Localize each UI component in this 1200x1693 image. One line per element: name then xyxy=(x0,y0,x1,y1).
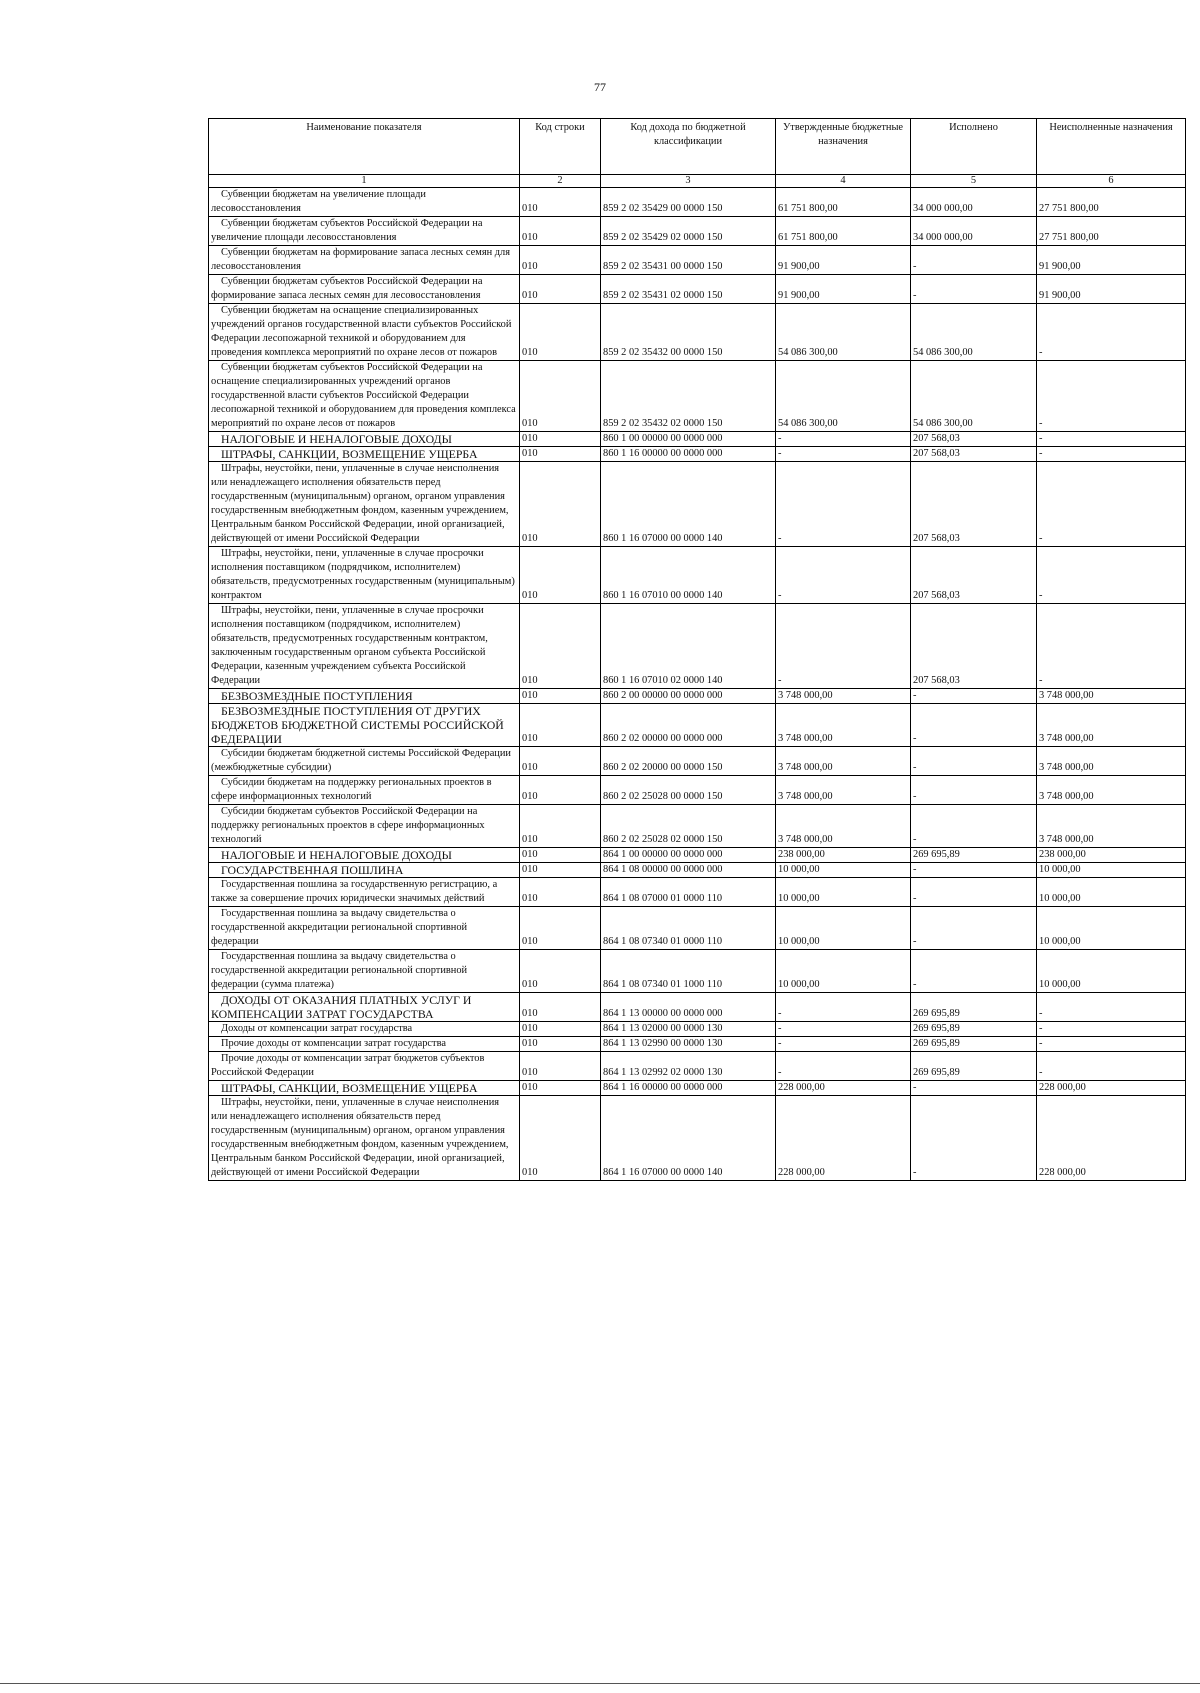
table-row xyxy=(209,848,1186,863)
row-name xyxy=(209,848,520,863)
row-executed: 54 086 300,00 xyxy=(911,361,1037,432)
row-name xyxy=(209,950,520,993)
row-name-text: ДОХОДЫ ОТ ОКАЗАНИЯ ПЛАТНЫХ УСЛУГ И КОМПЕНСАЦИИ ЗАТРАТ ГОСУДАРСТВА xyxy=(211,993,472,1021)
row-executed: - xyxy=(911,689,1037,704)
row-name xyxy=(209,1096,520,1181)
row-unexecuted: - xyxy=(1037,1022,1186,1037)
row-unexecuted: 91 900,00 xyxy=(1037,246,1186,275)
row-name-text: Штрафы, неустойки, пени, уплаченные в случае просрочки исполнения поставщиком (подрядчиком, исполнителем) обязательств, предусмотренных государственным (муниципальным) контрактом xyxy=(211,548,515,601)
table-row xyxy=(209,432,1186,447)
row-unexecuted: - xyxy=(1037,432,1186,447)
row-executed: 269 695,89 xyxy=(911,1037,1037,1052)
row-executed: 34 000 000,00 xyxy=(911,188,1037,217)
row-approved: 3 748 000,00 xyxy=(776,805,911,848)
row-name xyxy=(209,604,520,689)
row-name-text: НАЛОГОВЫЕ И НЕНАЛОГОВЫЕ ДОХОДЫ xyxy=(221,432,452,446)
row-name xyxy=(209,361,520,432)
row-approved: 61 751 800,00 xyxy=(776,217,911,246)
row-unexecuted: 238 000,00 xyxy=(1037,848,1186,863)
row-unexecuted: 228 000,00 xyxy=(1037,1096,1186,1181)
row-name-text: НАЛОГОВЫЕ И НЕНАЛОГОВЫЕ ДОХОДЫ xyxy=(221,848,452,862)
row-executed: - xyxy=(911,776,1037,805)
row-approved: - xyxy=(776,1022,911,1037)
row-approved: 10 000,00 xyxy=(776,878,911,907)
row-line-code: 010 xyxy=(520,950,601,993)
row-income-code: 864 1 16 00000 00 0000 000 xyxy=(601,1081,776,1096)
row-unexecuted: - xyxy=(1037,604,1186,689)
row-approved: - xyxy=(776,432,911,447)
row-executed: 269 695,89 xyxy=(911,993,1037,1022)
row-name-text: Государственная пошлина за выдачу свидетельства о государственной аккредитации региональной спортивной федерации xyxy=(211,908,468,947)
row-executed: - xyxy=(911,863,1037,878)
row-unexecuted: - xyxy=(1037,462,1186,547)
row-income-code: 860 2 00 00000 00 0000 000 xyxy=(601,689,776,704)
row-unexecuted: 10 000,00 xyxy=(1037,878,1186,907)
table-row xyxy=(209,907,1186,950)
row-approved: 3 748 000,00 xyxy=(776,747,911,776)
row-unexecuted: 10 000,00 xyxy=(1037,907,1186,950)
row-line-code: 010 xyxy=(520,907,601,950)
table-row xyxy=(209,950,1186,993)
header-unexecuted: Неисполненные назначения xyxy=(1037,119,1186,175)
row-income-code: 859 2 02 35429 02 0000 150 xyxy=(601,217,776,246)
row-approved: 238 000,00 xyxy=(776,848,911,863)
row-income-code: 860 2 02 25028 02 0000 150 xyxy=(601,805,776,848)
row-line-code: 010 xyxy=(520,1022,601,1037)
row-approved: 10 000,00 xyxy=(776,907,911,950)
row-name xyxy=(209,878,520,907)
row-line-code: 010 xyxy=(520,361,601,432)
table-row xyxy=(209,304,1186,361)
row-line-code: 010 xyxy=(520,188,601,217)
row-name xyxy=(209,1052,520,1081)
header-name: Наименование показателя xyxy=(209,119,520,175)
row-approved: 10 000,00 xyxy=(776,863,911,878)
row-name xyxy=(209,304,520,361)
row-income-code: 859 2 02 35432 00 0000 150 xyxy=(601,304,776,361)
row-name-text: Прочие доходы от компенсации затрат бюджетов субъектов Российской Федерации xyxy=(211,1053,485,1078)
column-number: 2 xyxy=(520,175,601,188)
column-number: 1 xyxy=(209,175,520,188)
row-unexecuted: 3 748 000,00 xyxy=(1037,689,1186,704)
row-income-code: 864 1 13 02992 02 0000 130 xyxy=(601,1052,776,1081)
page-number: 77 xyxy=(594,80,606,94)
row-name-text: Доходы от компенсации затрат государства xyxy=(221,1023,413,1034)
row-line-code: 010 xyxy=(520,1096,601,1181)
row-executed: 207 568,03 xyxy=(911,547,1037,604)
row-income-code: 864 1 16 07000 00 0000 140 xyxy=(601,1096,776,1181)
row-line-code: 010 xyxy=(520,304,601,361)
row-income-code: 864 1 00 00000 00 0000 000 xyxy=(601,848,776,863)
row-line-code: 010 xyxy=(520,863,601,878)
row-approved: - xyxy=(776,462,911,547)
row-unexecuted: 3 748 000,00 xyxy=(1037,805,1186,848)
table-row xyxy=(209,246,1186,275)
table-row xyxy=(209,704,1186,747)
row-approved: 61 751 800,00 xyxy=(776,188,911,217)
row-name xyxy=(209,689,520,704)
table-row xyxy=(209,1037,1186,1052)
row-approved: 3 748 000,00 xyxy=(776,704,911,747)
row-name-text: ГОСУДАРСТВЕННАЯ ПОШЛИНА xyxy=(221,863,404,877)
row-name xyxy=(209,1081,520,1096)
row-unexecuted: - xyxy=(1037,993,1186,1022)
row-income-code: 864 1 08 07340 01 0000 110 xyxy=(601,907,776,950)
row-line-code: 010 xyxy=(520,805,601,848)
column-number: 6 xyxy=(1037,175,1186,188)
row-executed: - xyxy=(911,950,1037,993)
row-name-text: Субвенции бюджетам субъектов Российской Федерации на формирование запаса лесных семян для лесовосстановления xyxy=(211,276,483,301)
table-row xyxy=(209,689,1186,704)
row-approved: - xyxy=(776,447,911,462)
table-row xyxy=(209,1052,1186,1081)
row-executed: 207 568,03 xyxy=(911,462,1037,547)
row-executed: - xyxy=(911,275,1037,304)
table-row xyxy=(209,878,1186,907)
row-unexecuted: - xyxy=(1037,361,1186,432)
row-executed: - xyxy=(911,1096,1037,1181)
row-executed: 207 568,03 xyxy=(911,604,1037,689)
row-name-text: Государственная пошлина за государственную регистрацию, а также за совершение прочих юридически значимых действий xyxy=(211,879,498,904)
row-name-text: Штрафы, неустойки, пени, уплаченные в случае неисполнения или ненадлежащего исполнения обязательств перед государственным (муниципальным) органом, органом управления государственным внебюджетным фондом, казенным учреждением, Центральным банком Российской Федерации, иной организацией, действующей от имени Российской Федерации xyxy=(211,1097,509,1178)
row-name xyxy=(209,447,520,462)
row-name xyxy=(209,275,520,304)
row-unexecuted: - xyxy=(1037,1052,1186,1081)
row-approved: 54 086 300,00 xyxy=(776,304,911,361)
row-approved: - xyxy=(776,1052,911,1081)
table-row xyxy=(209,188,1186,217)
row-income-code: 859 2 02 35431 02 0000 150 xyxy=(601,275,776,304)
row-name xyxy=(209,907,520,950)
row-name-text: Субвенции бюджетам субъектов Российской Федерации на увеличение площади лесовосстановления xyxy=(211,218,483,243)
row-name xyxy=(209,805,520,848)
row-approved: - xyxy=(776,547,911,604)
row-approved: 54 086 300,00 xyxy=(776,361,911,432)
row-line-code: 010 xyxy=(520,1052,601,1081)
row-approved: 3 748 000,00 xyxy=(776,689,911,704)
row-name xyxy=(209,993,520,1022)
row-name-text: Субсидии бюджетам на поддержку региональных проектов в сфере информационных технологий xyxy=(211,777,492,802)
row-name-text: Субсидии бюджетам бюджетной системы Российской Федерации (межбюджетные субсидии) xyxy=(211,748,511,773)
row-name-text: Штрафы, неустойки, пени, уплаченные в случае неисполнения или ненадлежащего исполнения обязательств перед государственным (муниципальным) органом, органом управления государственным внебюджетным фондом, казенным учреждением, Центральным банком Российской Федерации, иной организацией, действующей от имени Российской Федерации xyxy=(211,463,509,544)
row-name xyxy=(209,1022,520,1037)
row-line-code: 010 xyxy=(520,1037,601,1052)
row-unexecuted: 10 000,00 xyxy=(1037,950,1186,993)
row-executed: - xyxy=(911,704,1037,747)
row-name xyxy=(209,462,520,547)
row-unexecuted: - xyxy=(1037,304,1186,361)
row-income-code: 864 1 13 02000 00 0000 130 xyxy=(601,1022,776,1037)
row-line-code: 010 xyxy=(520,747,601,776)
table-row xyxy=(209,776,1186,805)
row-name xyxy=(209,747,520,776)
row-name xyxy=(209,432,520,447)
row-line-code: 010 xyxy=(520,275,601,304)
row-name xyxy=(209,547,520,604)
row-line-code: 010 xyxy=(520,604,601,689)
row-approved: 3 748 000,00 xyxy=(776,776,911,805)
row-approved: 228 000,00 xyxy=(776,1081,911,1096)
row-executed: 34 000 000,00 xyxy=(911,217,1037,246)
row-approved: 10 000,00 xyxy=(776,950,911,993)
row-executed: - xyxy=(911,1081,1037,1096)
table-row xyxy=(209,447,1186,462)
row-approved: - xyxy=(776,1037,911,1052)
row-name-text: ШТРАФЫ, САНКЦИИ, ВОЗМЕЩЕНИЕ УЩЕРБА xyxy=(221,447,478,461)
row-executed: 269 695,89 xyxy=(911,848,1037,863)
row-name xyxy=(209,246,520,275)
column-number: 3 xyxy=(601,175,776,188)
row-unexecuted: 3 748 000,00 xyxy=(1037,704,1186,747)
row-income-code: 860 2 02 25028 00 0000 150 xyxy=(601,776,776,805)
table-row xyxy=(209,462,1186,547)
row-name-text: Штрафы, неустойки, пени, уплаченные в случае просрочки исполнения поставщиком (подрядчиком, исполнителем) обязательств, предусмотренных государственным контрактом, заключенным государственным органом субъекта Российской Федерации, казенным учреждением субъекта Российской Федерации xyxy=(211,605,488,686)
row-income-code: 860 1 16 07010 02 0000 140 xyxy=(601,604,776,689)
row-unexecuted: 91 900,00 xyxy=(1037,275,1186,304)
row-name xyxy=(209,704,520,747)
row-name xyxy=(209,776,520,805)
table-row xyxy=(209,863,1186,878)
row-income-code: 860 1 16 00000 00 0000 000 xyxy=(601,447,776,462)
row-line-code: 010 xyxy=(520,547,601,604)
row-line-code: 010 xyxy=(520,993,601,1022)
row-name-text: БЕЗВОЗМЕЗДНЫЕ ПОСТУПЛЕНИЯ ОТ ДРУГИХ БЮДЖЕТОВ БЮДЖЕТНОЙ СИСТЕМЫ РОССИЙСКОЙ ФЕДЕРАЦИИ xyxy=(211,704,504,746)
table-row xyxy=(209,547,1186,604)
row-name xyxy=(209,188,520,217)
row-income-code: 859 2 02 35429 00 0000 150 xyxy=(601,188,776,217)
row-income-code: 860 2 02 00000 00 0000 000 xyxy=(601,704,776,747)
row-executed: - xyxy=(911,907,1037,950)
row-line-code: 010 xyxy=(520,447,601,462)
row-executed: 54 086 300,00 xyxy=(911,304,1037,361)
row-name-text: Прочие доходы от компенсации затрат государства xyxy=(221,1038,446,1049)
row-income-code: 860 2 02 20000 00 0000 150 xyxy=(601,747,776,776)
row-income-code: 860 1 00 00000 00 0000 000 xyxy=(601,432,776,447)
row-income-code: 864 1 08 07340 01 1000 110 xyxy=(601,950,776,993)
row-name-text: БЕЗВОЗМЕЗДНЫЕ ПОСТУПЛЕНИЯ xyxy=(221,689,413,703)
row-approved: - xyxy=(776,604,911,689)
row-executed: 207 568,03 xyxy=(911,432,1037,447)
row-executed: 207 568,03 xyxy=(911,447,1037,462)
row-unexecuted: 10 000,00 xyxy=(1037,863,1186,878)
row-name-text: Субвенции бюджетам субъектов Российской Федерации на оснащение специализированных учреждений органов государственной власти субъектов Российской Федерации лесопожарной техникой и оборудованием для проведения комплекса мероприятий по охране лесов от пожаров xyxy=(211,362,516,429)
table-row xyxy=(209,747,1186,776)
row-line-code: 010 xyxy=(520,848,601,863)
header-approved: Утвержденные бюджетные назначения xyxy=(776,119,911,175)
row-approved: - xyxy=(776,993,911,1022)
table-row xyxy=(209,805,1186,848)
budget-execution-table xyxy=(208,118,1186,1181)
row-approved: 91 900,00 xyxy=(776,275,911,304)
row-income-code: 860 1 16 07010 00 0000 140 xyxy=(601,547,776,604)
row-line-code: 010 xyxy=(520,689,601,704)
row-income-code: 860 1 16 07000 00 0000 140 xyxy=(601,462,776,547)
row-income-code: 864 1 13 02990 00 0000 130 xyxy=(601,1037,776,1052)
row-approved: 228 000,00 xyxy=(776,1096,911,1181)
row-line-code: 010 xyxy=(520,462,601,547)
table-body xyxy=(209,188,1186,1181)
row-income-code: 864 1 08 00000 00 0000 000 xyxy=(601,863,776,878)
row-name xyxy=(209,1037,520,1052)
row-unexecuted: - xyxy=(1037,447,1186,462)
row-line-code: 010 xyxy=(520,246,601,275)
row-executed: - xyxy=(911,246,1037,275)
row-executed: - xyxy=(911,747,1037,776)
row-line-code: 010 xyxy=(520,704,601,747)
row-name-text: Субсидии бюджетам субъектов Российской Федерации на поддержку региональных проектов в сфере информационных технологий xyxy=(211,806,485,845)
row-income-code: 864 1 13 00000 00 0000 000 xyxy=(601,993,776,1022)
row-name-text: ШТРАФЫ, САНКЦИИ, ВОЗМЕЩЕНИЕ УЩЕРБА xyxy=(221,1081,478,1095)
row-executed: 269 695,89 xyxy=(911,1052,1037,1081)
row-name xyxy=(209,217,520,246)
row-name xyxy=(209,863,520,878)
row-name-text: Субвенции бюджетам на увеличение площади лесовосстановления xyxy=(211,189,426,214)
row-unexecuted: 228 000,00 xyxy=(1037,1081,1186,1096)
row-unexecuted: - xyxy=(1037,1037,1186,1052)
header-executed: Исполнено xyxy=(911,119,1037,175)
table-row xyxy=(209,361,1186,432)
row-name-text: Государственная пошлина за выдачу свидетельства о государственной аккредитации региональной спортивной федерации (сумма платежа) xyxy=(211,951,468,990)
table-row xyxy=(209,604,1186,689)
header-line-code: Код строки xyxy=(520,119,601,175)
row-line-code: 010 xyxy=(520,878,601,907)
row-unexecuted: 3 748 000,00 xyxy=(1037,747,1186,776)
table-row xyxy=(209,993,1186,1022)
table-row xyxy=(209,1096,1186,1181)
row-name-text: Субвенции бюджетам на оснащение специализированных учреждений органов государственной власти субъектов Российской Федерации лесопожарной техникой и оборудованием для проведения комплекса мероприятий по охране лесов от пожаров xyxy=(211,305,512,358)
row-line-code: 010 xyxy=(520,1081,601,1096)
table-row xyxy=(209,217,1186,246)
column-number: 5 xyxy=(911,175,1037,188)
row-approved: 91 900,00 xyxy=(776,246,911,275)
column-number: 4 xyxy=(776,175,911,188)
row-unexecuted: - xyxy=(1037,547,1186,604)
row-income-code: 864 1 08 07000 01 0000 110 xyxy=(601,878,776,907)
row-unexecuted: 27 751 800,00 xyxy=(1037,217,1186,246)
table-row xyxy=(209,1022,1186,1037)
row-line-code: 010 xyxy=(520,776,601,805)
table-row xyxy=(209,275,1186,304)
row-executed: - xyxy=(911,878,1037,907)
bottom-rule xyxy=(0,1683,1200,1684)
row-income-code: 859 2 02 35432 02 0000 150 xyxy=(601,361,776,432)
row-executed: - xyxy=(911,805,1037,848)
row-executed: 269 695,89 xyxy=(911,1022,1037,1037)
header-income-code: Код дохода по бюджетной классификации xyxy=(601,119,776,175)
row-name-text: Субвенции бюджетам на формирование запаса лесных семян для лесовосстановления xyxy=(211,247,511,272)
table-row xyxy=(209,1081,1186,1096)
row-income-code: 859 2 02 35431 00 0000 150 xyxy=(601,246,776,275)
row-unexecuted: 3 748 000,00 xyxy=(1037,776,1186,805)
row-unexecuted: 27 751 800,00 xyxy=(1037,188,1186,217)
row-line-code: 010 xyxy=(520,432,601,447)
row-line-code: 010 xyxy=(520,217,601,246)
